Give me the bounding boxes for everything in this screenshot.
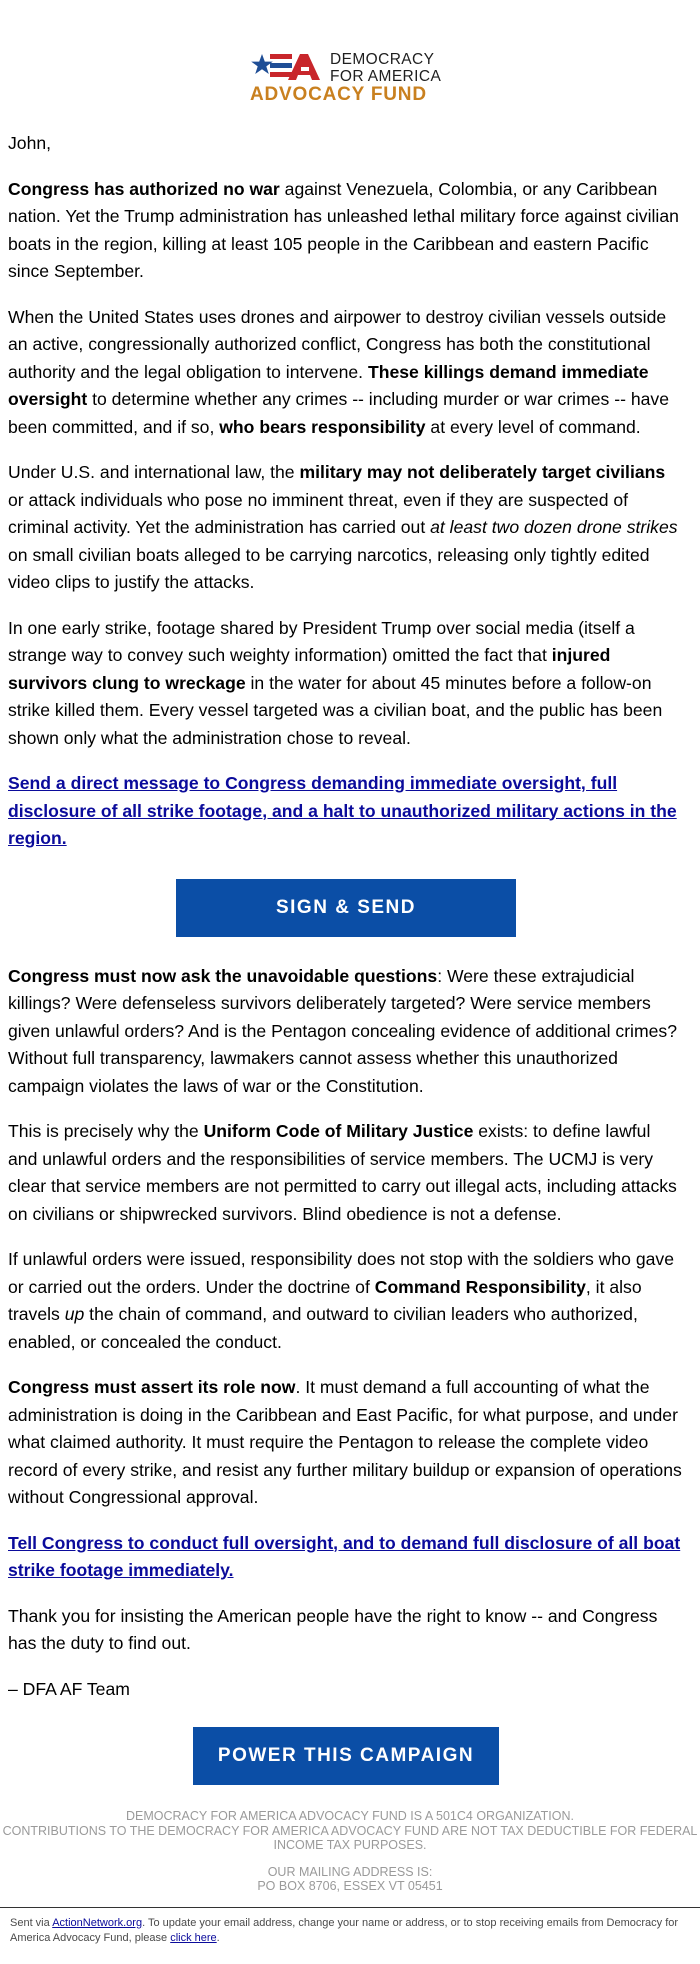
- p5-bold-1: Congress must now ask the unavoidable questions: [8, 965, 438, 986]
- p7-text-2: , it also travels: [8, 1276, 642, 1324]
- sign-and-send-button[interactable]: SIGN & SEND: [176, 879, 516, 937]
- dfa-logo-mark-icon: [250, 52, 326, 82]
- footer-org-info: [0, 1809, 700, 1894]
- p7-text-3: the chain of command, and outward to civilian leaders who authorized, enabled, or concealed the conduct.: [8, 1304, 638, 1352]
- paragraph-7: [8, 1246, 684, 1356]
- p6-text-2: exists: to define lawful and unlawful orders and the responsibilities of service members. The UCMJ is very clear that service members are not permitted to carry out illegal acts, including attacks on civilians or shipwrecked survivors. Blind obedience is not a defense.: [8, 1121, 677, 1224]
- sign-send-wrap: [8, 879, 684, 937]
- sent-middle: . To update your email address, change your name or address, or to stop receiving emails from Democracy for America Advocacy Fund, please: [10, 1917, 679, 1944]
- p7-text-1: If unlawful orders were issued, responsibility does not stop with the soldiers who gave or carried out the orders. Under the doctrine of: [8, 1249, 674, 1297]
- signoff: – DFA AF Team: [8, 1678, 130, 1699]
- cta-paragraph-2: [8, 1530, 684, 1585]
- p3-text-1: Under U.S. and international law, the: [8, 462, 300, 482]
- paragraph-9: Thank you for insisting the American people have the right to know -- and Congress has the duty to find out.: [8, 1605, 658, 1653]
- paragraph-1: [8, 176, 684, 286]
- footer-line-tax: CONTRIBUTIONS TO THE DEMOCRACY FOR AMERICA ADVOCACY FUND ARE NOT TAX DEDUCTIBLE FOR FEDERAL INCOME TAX PURPOSES.: [2, 1823, 698, 1852]
- logo-line-democracy: DEMOCRACY: [330, 51, 435, 68]
- paragraph-6: [8, 1118, 684, 1228]
- footer-divider: [0, 1907, 700, 1908]
- paragraph-3: [8, 459, 684, 597]
- oversight-link[interactable]: Tell Congress to conduct full oversight, and to demand full disclosure of all boat strike footage immediately.: [8, 1532, 681, 1580]
- p2-text-1: When the United States uses drones and airpower to destroy civilian vessels outside an active, congressionally authorized conflict, Congress has both the constitutional authority and the legal obligation to intervene.: [8, 306, 667, 382]
- p1-text: against Venezuela, Colombia, or any Caribbean nation. Yet the Trump administration has unleashed lethal military force against civilian boats in the region, killing at least 105 people in the Caribbean and eastern Pacific since September.: [8, 178, 679, 281]
- paragraph-5: [8, 963, 684, 1101]
- actionnetwork-link[interactable]: ActionNetwork.org: [52, 1917, 143, 1929]
- p4-bold-1: injured survivors clung to wreckage: [8, 645, 611, 693]
- dfa-logo[interactable]: [250, 52, 450, 104]
- p5-text-1: : Were these extrajudicial killings? Were defenseless survivors deliberately targeted? Were service members given unlawful orders? And is the Pentagon concealing evidence of additional crimes? Without full transparency, lawmakers cannot assess whether this unauthorized campaign violates the laws of war or the Constitution.: [8, 965, 677, 1096]
- p3-text-3: on small civilian boats alleged to be carrying narcotics, releasing only tightly edited video clips to justify the attacks.: [8, 544, 650, 592]
- email-body: [8, 130, 684, 1811]
- paragraph-4: [8, 615, 684, 753]
- p3-bold-1: military may not deliberately target civilians: [299, 462, 666, 482]
- p2-bold-1: These killings demand immediate oversight: [8, 361, 649, 409]
- p6-text-1: This is precisely why the: [8, 1121, 204, 1141]
- p3-italic-1: at least two dozen drone strikes: [430, 517, 678, 537]
- p6-bold-1: Uniform Code of Military Justice: [203, 1121, 474, 1141]
- p4-text-2: in the water for about 45 minutes before a follow-on strike killed them. Every vessel targeted was a civilian boat, and the public has been shown only what the administration chose to reveal.: [8, 672, 663, 748]
- power-this-campaign-button[interactable]: POWER THIS CAMPAIGN: [193, 1727, 499, 1785]
- p2-text-2: to determine whether any crimes -- including murder or war crimes -- have been committed, and if so,: [8, 389, 669, 437]
- paragraph-2: [8, 304, 684, 442]
- sent-prefix: Sent via: [10, 1917, 53, 1929]
- p7-italic-1: up: [64, 1304, 85, 1324]
- p1-bold: Congress has authorized no war: [8, 178, 280, 199]
- click-here-link[interactable]: click here: [170, 1932, 217, 1944]
- p2-text-3: at every level of command.: [425, 416, 641, 437]
- p2-bold-2: who bears responsibility: [219, 416, 426, 437]
- send-message-link[interactable]: Send a direct message to Congress demanding immediate oversight, full disclosure of all strike footage, and a halt to unauthorized military actions in the region.: [8, 773, 677, 848]
- greeting: John,: [8, 133, 52, 153]
- p3-text-2: or attack individuals who pose no imminent threat, even if they are suspected of criminal activity. Yet the administration has carried out: [8, 489, 629, 537]
- p7-bold-1: Command Responsibility: [374, 1276, 586, 1297]
- logo-line-for-america: FOR AMERICA: [330, 67, 442, 85]
- footer-line-address: PO BOX 8706, ESSEX VT 05451: [257, 1879, 443, 1893]
- cta-paragraph-1: [8, 770, 684, 853]
- logo-line-advocacy-fund: ADVOCACY FUND: [250, 84, 427, 105]
- sent-end: .: [216, 1932, 220, 1944]
- power-campaign-wrap: [8, 1727, 684, 1785]
- p4-text-1: In one early strike, footage shared by President Trump over social media (itself a strange way to convey such weighty information) omitted the fact that: [8, 617, 635, 665]
- sent-via-notice: [10, 1916, 690, 1946]
- paragraph-8: [8, 1374, 684, 1512]
- footer-line-mailing-label: OUR MAILING ADDRESS IS:: [267, 1864, 433, 1879]
- p8-text-1: . It must demand a full accounting of what the administration is doing in the Caribbean and East Pacific, for what purpose, and under what claimed authority. It must require the Pentagon to release the complete video record of every strike, and resist any further military buildup or expansion of operations without Congressional approval.: [8, 1377, 682, 1507]
- footer-line-501c4: DEMOCRACY FOR AMERICA ADVOCACY FUND IS A 501C4 ORGANIZATION.: [125, 1809, 575, 1823]
- p8-bold-1: Congress must assert its role now: [8, 1377, 296, 1397]
